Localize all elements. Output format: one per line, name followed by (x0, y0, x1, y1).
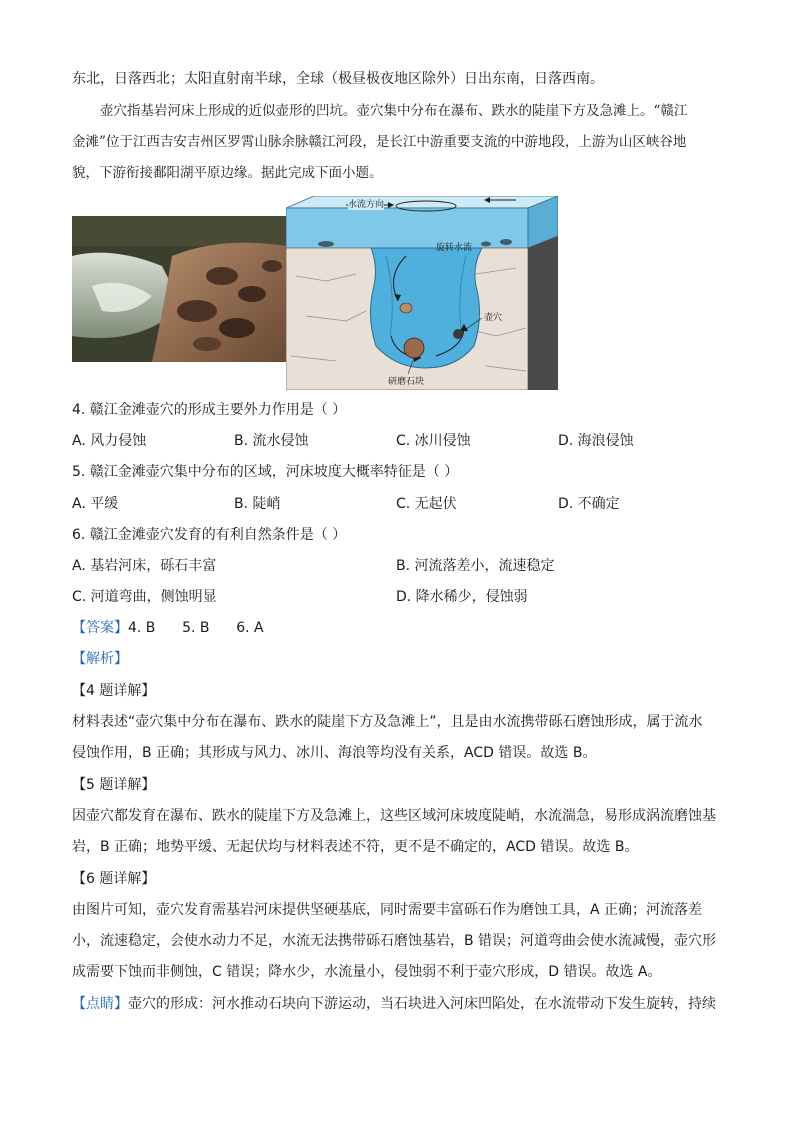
q6-option-b[interactable]: B. 河流落差小，流速稳定 (396, 558, 555, 574)
q6-option-a[interactable]: A. 基岩河床，砾石丰富 (72, 558, 217, 574)
q4-option-c[interactable]: C. 冰川侵蚀 (396, 433, 471, 449)
label-vortex: 旋转水流 (436, 243, 473, 253)
figure (72, 196, 558, 390)
q4-detail-line-2: 侵蚀作用，B 正确；其形成与风力、冰川、海浪等均没有关系，ACD 错误。故选 B。 (72, 745, 597, 761)
question-4-stem: 4. 赣江金滩壶穴的形成主要外力作用是（ ） (72, 402, 347, 418)
answer-text: 4. B 5. B 6. A (128, 620, 264, 636)
q6-detail-line-2: 小，流速稳定，会使水动力不足，水流无法携带砾石磨蚀基岩，B 错误；河道弯曲会使水流减慢，壶穴形 (72, 933, 717, 949)
question-5-stem: 5. 赣江金滩壶穴集中分布的区域，河床坡度大概率特征是（ ） (72, 464, 459, 480)
question-6-stem: 6. 赣江金滩壶穴发育的有利自然条件是（ ） (72, 527, 347, 543)
pothole-diagram (286, 196, 558, 390)
answer-line (72, 619, 264, 637)
q4-option-b[interactable]: B. 流水侵蚀 (234, 433, 309, 449)
q5-option-d[interactable]: D. 不确定 (558, 496, 620, 512)
label-flow-direction: 水流方向 (348, 197, 384, 210)
material-line-1: 壶穴指基岩河床上形成的近似壶形的凹坑。壶穴集中分布在瀑布、跌水的陡崖下方及急滩上。“赣江 (100, 103, 688, 119)
material-line-3: 貌，下游衔接鄱阳湖平原边缘。据此完成下面小题。 (72, 165, 383, 181)
q5-option-c[interactable]: C. 无起伏 (396, 496, 457, 512)
q4-detail-line-1: 材料表述“壶穴集中分布在瀑布、跌水的陡崖下方及急滩上”，且是由水流携带砾石磨蚀形成，属于流水 (72, 714, 703, 730)
q6-detail-line-3: 成需要下蚀而非侧蚀，C 错误；降水少，水流量小，侵蚀弱不利于壶穴形成，D 错误。故选 A。 (72, 964, 662, 980)
q4-option-a[interactable]: A. 风力侵蚀 (72, 433, 147, 449)
intro-line: 东北，日落西北；太阳直射南半球，全球（极昼极夜地区除外）日出东南，日落西南。 (72, 71, 604, 87)
tip-text: 壶穴的形成：河水推动石块向下游运动，当石块进入河床凹陷处，在水流带动下发生旋转，持续 (128, 996, 716, 1012)
pothole-photo (72, 216, 286, 362)
tip-tag: 【点睛】 (72, 996, 128, 1012)
q5-option-b[interactable]: B. 陡峭 (234, 496, 281, 512)
tip-line (72, 995, 716, 1013)
label-grinding-stone: 研磨石块 (388, 374, 424, 387)
label-pothole: 壶穴 (484, 313, 503, 323)
q6-detail-line-1: 由图片可知，壶穴发育需基岩河床提供坚硬基底，同时需要丰富砾石作为磨蚀工具，A 正确；河流落差 (72, 902, 703, 918)
q5-detail-line-2: 岩，B 正确；地势平缓、无起伏均与材料表述不符，更不是不确定的，ACD 错误。故选 B。 (72, 839, 639, 855)
q5-option-a[interactable]: A. 平缓 (72, 496, 119, 512)
q6-option-d[interactable]: D. 降水稀少，侵蚀弱 (396, 589, 528, 605)
q4-option-d[interactable]: D. 海浪侵蚀 (558, 433, 634, 449)
analysis-tag: 【解析】 (72, 651, 128, 667)
answer-tag: 【答案】 (72, 620, 128, 636)
q4-detail-tag: 【4 题详解】 (72, 683, 156, 699)
q5-detail-line-1: 因壶穴都发育在瀑布、跌水的陡崖下方及急滩上，这些区域河床坡度陡峭，水流湍急，易形成涡流磨蚀基 (72, 808, 716, 824)
material-line-2: 金滩”位于江西吉安吉州区罗霄山脉余脉赣江河段，是长江中游重要支流的中游地段，上游为山区峡谷地 (72, 134, 687, 150)
q6-option-c[interactable]: C. 河道弯曲，侧蚀明显 (72, 589, 217, 605)
q5-detail-tag: 【5 题详解】 (72, 777, 156, 793)
q6-detail-tag: 【6 题详解】 (72, 871, 156, 887)
